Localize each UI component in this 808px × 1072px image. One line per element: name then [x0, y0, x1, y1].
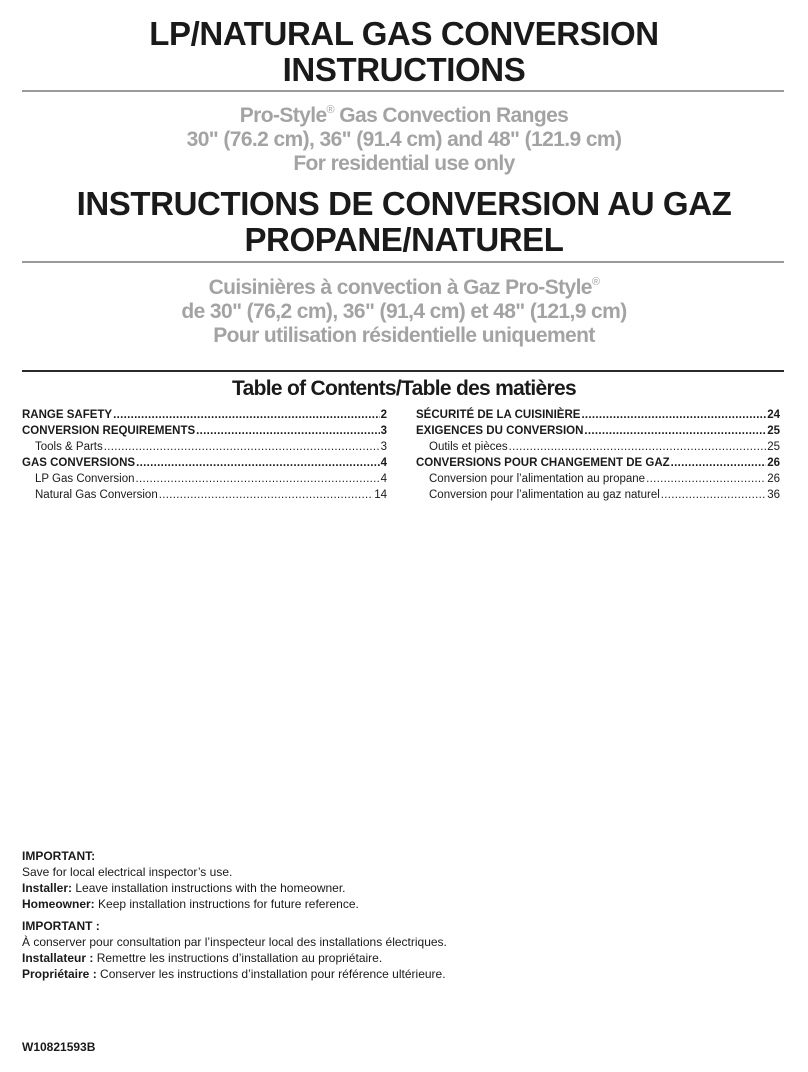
toc-leader: [136, 455, 379, 471]
important-notice-french: [22, 918, 722, 982]
toc-entry[interactable]: [416, 407, 780, 423]
toc-subentry[interactable]: [22, 487, 387, 503]
toc-entry-label: Outils et pièces: [429, 441, 508, 453]
toc-column-english: [22, 407, 387, 503]
toc-leader: [671, 455, 767, 471]
toc-subentry[interactable]: [22, 471, 387, 487]
subtitle-english-line1: Pro-Style® Gas Convection Ranges: [239, 104, 569, 127]
title-english-line2: INSTRUCTIONS: [282, 51, 526, 88]
toc-leader: [136, 471, 380, 487]
subtitle-french: [0, 270, 808, 348]
toc-entry-label: CONVERSIONS POUR CHANGEMENT DE GAZ: [416, 457, 670, 469]
toc-leader: [196, 423, 379, 439]
toc-entry-label: Conversion pour l’alimentation au gaz naturel: [429, 489, 660, 501]
toc-leader: [113, 407, 380, 423]
toc-entry-page: 2: [380, 409, 387, 421]
toc-entry-page: 4: [380, 473, 387, 485]
toc-entry-label: Tools & Parts: [35, 441, 103, 453]
toc-leader: [104, 439, 380, 455]
toc-entry-label: Natural Gas Conversion: [35, 489, 158, 501]
important-line: Save for local electrical inspector’s use.: [22, 865, 233, 879]
toc-entry-label: SÉCURITÉ DE LA CUISINIÈRE: [416, 409, 581, 421]
subtitle-english: [0, 98, 808, 176]
toc-column-french: [416, 407, 780, 503]
toc-entry[interactable]: [22, 423, 387, 439]
toc-entry-page: 26: [767, 457, 780, 469]
toc-leader: [581, 407, 766, 423]
toc-entry[interactable]: [22, 407, 387, 423]
divider-toc: [22, 370, 784, 372]
important-line: À conserver pour consultation par l’inspecteur local des installations électriques.: [22, 935, 447, 949]
toc-entry-label: RANGE SAFETY: [22, 409, 113, 421]
toc-entry-page: 3: [380, 441, 387, 453]
homeowner-note: Homeowner: Keep installation instructions for future reference.: [22, 897, 359, 911]
important-notice-english: [22, 848, 722, 912]
owner-note: Propriétaire : Conserver les instructions d’installation pour référence ultérieure.: [22, 967, 446, 981]
divider-english: [22, 90, 784, 92]
toc-entry-page: 14: [374, 489, 387, 501]
toc-leader: [509, 439, 767, 455]
toc-entry[interactable]: [416, 455, 780, 471]
toc-entry-page: 25: [767, 425, 780, 437]
toc-subentry[interactable]: [416, 471, 780, 487]
toc-entry-label: EXIGENCES DU CONVERSION: [416, 425, 584, 437]
subtitle-english-line2: 30" (76.2 cm), 36" (91.4 cm) and 48" (121.9 cm): [186, 128, 622, 151]
title-french-line1: INSTRUCTIONS DE CONVERSION AU GAZ: [76, 185, 732, 222]
important-heading: IMPORTANT :: [22, 919, 100, 933]
title-french: [0, 186, 808, 258]
part-number: W10821593B: [22, 1040, 96, 1054]
subtitle-french-line1: Cuisinières à convection à Gaz Pro-Style®: [208, 276, 600, 299]
installer-note: Installer: Leave installation instructions with the homeowner.: [22, 881, 346, 895]
toc-leader: [646, 471, 766, 487]
title-english: [0, 16, 808, 88]
toc-entry[interactable]: [416, 423, 780, 439]
toc-entry[interactable]: [22, 455, 387, 471]
toc-leader: [159, 487, 373, 503]
toc-subentry[interactable]: [22, 439, 387, 455]
toc-entry-page: 24: [767, 409, 780, 421]
toc-leader: [661, 487, 766, 503]
toc-entry-label: Conversion pour l’alimentation au propane: [429, 473, 646, 485]
title-english-line1: LP/NATURAL GAS CONVERSION: [149, 15, 659, 52]
toc-entry-page: 25: [767, 441, 780, 453]
toc-entry-page: 36: [767, 489, 780, 501]
toc-leader: [584, 423, 766, 439]
toc-entry-label: LP Gas Conversion: [35, 473, 135, 485]
divider-french: [22, 261, 784, 263]
important-heading: IMPORTANT:: [22, 849, 96, 863]
subtitle-english-line3: For residential use only: [293, 152, 515, 175]
toc-entry-page: 4: [380, 457, 387, 469]
installer-note: Installateur : Remettre les instructions d’installation au propriétaire.: [22, 951, 383, 965]
toc-subentry[interactable]: [416, 487, 780, 503]
toc-subentry[interactable]: [416, 439, 780, 455]
title-french-line2: PROPANE/NATUREL: [244, 221, 564, 258]
subtitle-french-line3: Pour utilisation résidentielle uniquement: [213, 324, 595, 347]
toc-entry-label: GAS CONVERSIONS: [22, 457, 136, 469]
toc-entry-label: CONVERSION REQUIREMENTS: [22, 425, 196, 437]
subtitle-french-line2: de 30" (76,2 cm), 36" (91,4 cm) et 48" (121,9 cm): [181, 300, 627, 323]
toc-heading: Table of Contents/Table des matières: [232, 377, 576, 400]
toc-entry-page: 3: [380, 425, 387, 437]
toc-entry-page: 26: [767, 473, 780, 485]
